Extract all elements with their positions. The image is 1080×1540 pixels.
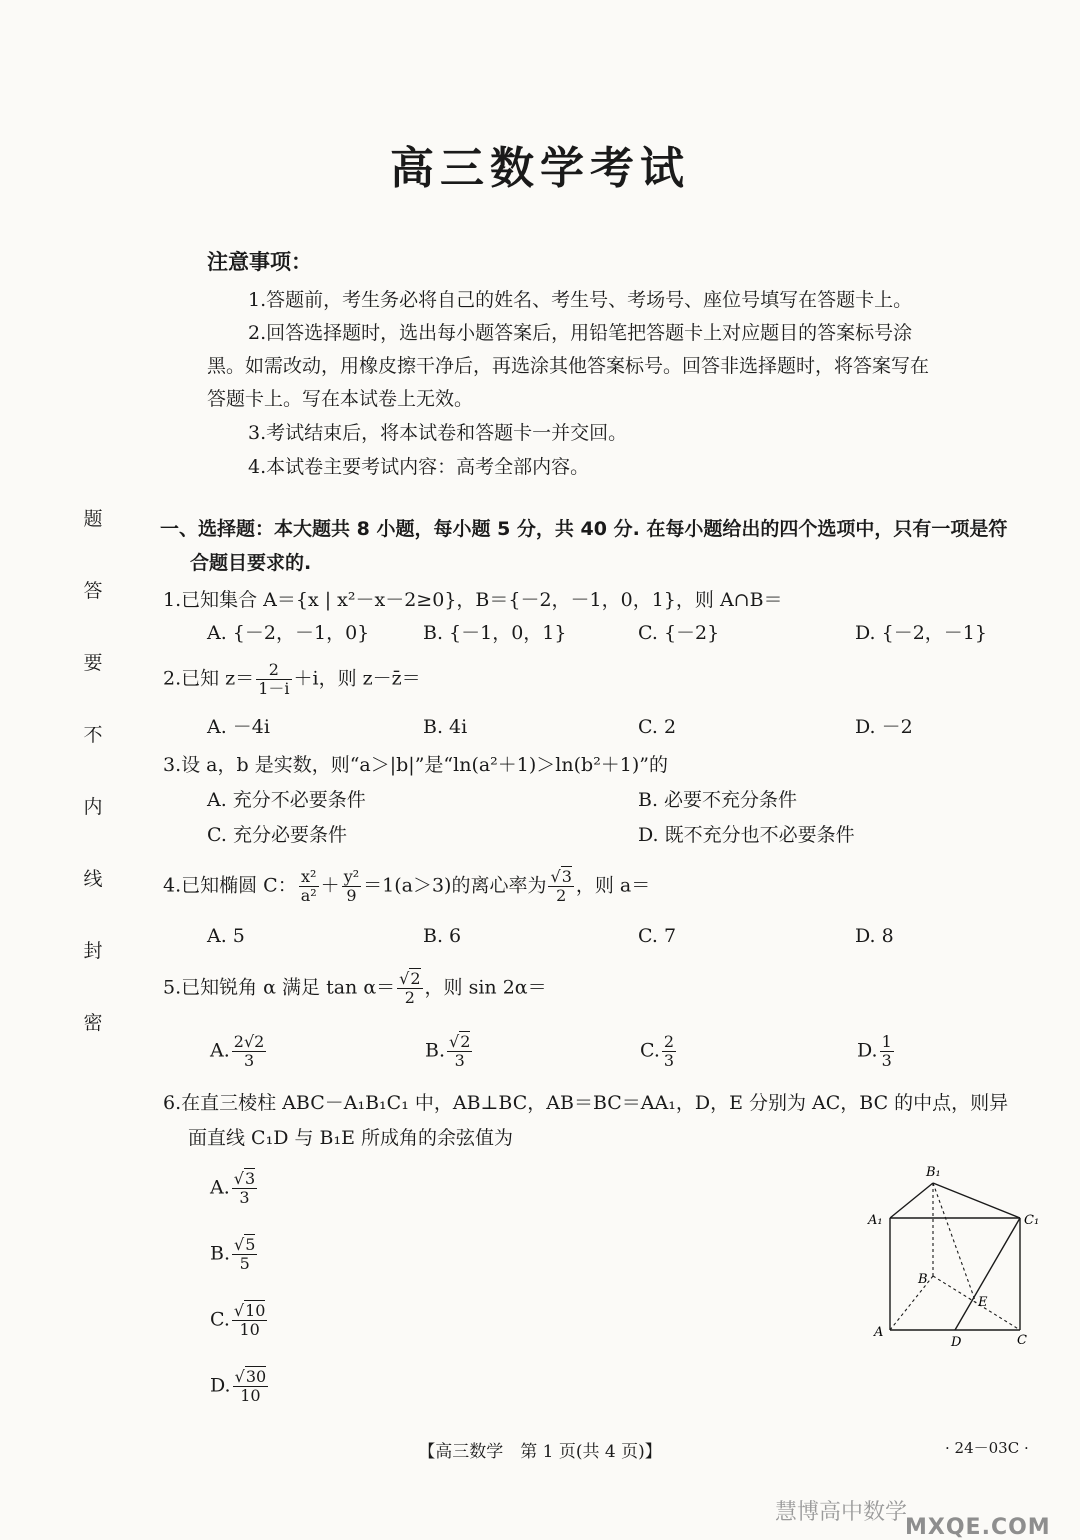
question-6-stem-line2: 面直线 C₁D 与 B₁E 所成角的余弦值为 bbox=[188, 1127, 513, 1149]
notice-item-1: 1.答题前，考生务必将自己的姓名、考生号、考场号、座位号填写在答题卡上。 bbox=[248, 289, 913, 311]
label-a: A bbox=[874, 1325, 884, 1340]
q2-option-b: B. 4i bbox=[423, 716, 468, 738]
prism-figure bbox=[860, 1158, 1060, 1353]
question-3-stem: 3.设 a，b 是实数，则“a＞|b|”是“ln(a²＋1)＞ln(b²＋1)”的 bbox=[163, 754, 669, 776]
seal-char: 内 bbox=[83, 796, 103, 818]
q5-d-frac bbox=[880, 1033, 894, 1070]
q1-option-d: D. {－2，－1} bbox=[855, 622, 987, 644]
q6-c-num: √10 bbox=[233, 1301, 266, 1320]
q2-option-c: C. 2 bbox=[638, 716, 677, 738]
q5-d-label: D. bbox=[857, 1039, 878, 1062]
q6-option-d bbox=[210, 1368, 270, 1405]
q6-c-frac bbox=[232, 1302, 268, 1339]
label-c1: C₁ bbox=[1024, 1213, 1040, 1228]
question-5-stem bbox=[163, 970, 547, 1007]
q5-c-frac bbox=[662, 1033, 676, 1070]
q6-a-frac bbox=[232, 1170, 257, 1207]
page-title: 高三数学考试 bbox=[390, 143, 690, 194]
q5-a-frac bbox=[232, 1033, 267, 1070]
q6-option-a bbox=[210, 1170, 259, 1207]
q2-post: ＋i，则 z－z̄＝ bbox=[293, 667, 421, 690]
watermark-text: 慧博高中数学 bbox=[775, 1500, 908, 1525]
q6-d-den: 10 bbox=[240, 1386, 261, 1405]
q5-b-label: B. bbox=[425, 1039, 446, 1062]
q6-a-den: 3 bbox=[239, 1188, 250, 1207]
q4-frac-y bbox=[342, 868, 361, 905]
q5-option-d bbox=[857, 1033, 896, 1070]
q4-option-d: D. 8 bbox=[855, 925, 894, 947]
q5-option-b bbox=[425, 1033, 474, 1070]
q2-den: 1－i bbox=[258, 679, 290, 698]
q5-b-num-rad: 2 bbox=[460, 1032, 471, 1051]
seal-char: 封 bbox=[83, 940, 103, 962]
q4-option-a: A. 5 bbox=[207, 925, 245, 947]
q3-option-c: C. 充分必要条件 bbox=[207, 824, 347, 846]
q6-d-num-rad: 30 bbox=[245, 1367, 267, 1386]
q3-option-d: D. 既不充分也不必要条件 bbox=[638, 824, 855, 846]
notice-item-3: 3.考试结束后，将本试卷和答题卡一并交回。 bbox=[248, 422, 628, 444]
label-b1: B₁ bbox=[926, 1165, 941, 1180]
q6-a-label: A. bbox=[210, 1176, 230, 1199]
q4-f1n: x² bbox=[299, 868, 319, 887]
q4-mid: ＝1(a＞3)的离心率为 bbox=[363, 874, 547, 897]
notice-item-2b: 黑。如需改动，用橡皮擦干净后，再选涂其他答案标号。回答非选择题时，将答案写在 bbox=[207, 355, 930, 377]
notice-item-4: 4.本试卷主要考试内容：高考全部内容。 bbox=[248, 456, 590, 478]
q6-d-frac bbox=[233, 1368, 269, 1405]
label-a1: A₁ bbox=[868, 1213, 883, 1228]
q6-c-num-rad: 10 bbox=[245, 1301, 266, 1320]
paper-code: · 24－03C · bbox=[945, 1439, 1029, 1457]
question-6-stem-line1: 6.在直三棱柱 ABC－A₁B₁C₁ 中，AB⊥BC，AB＝BC＝AA₁，D，E 分别为 AC，BC 的中点，则异 bbox=[163, 1092, 1009, 1114]
q4-f3n: √3 bbox=[550, 867, 572, 886]
question-4-stem bbox=[163, 868, 650, 905]
q4-f1d: a² bbox=[300, 886, 317, 905]
q3-option-a: A. 充分不必要条件 bbox=[207, 789, 366, 811]
q5-d-den: 3 bbox=[881, 1051, 892, 1070]
q1-option-a: A. {－2，－1，0} bbox=[207, 622, 370, 644]
q6-c-den: 10 bbox=[239, 1320, 260, 1339]
q1-option-c: C. {－2} bbox=[638, 622, 720, 644]
q2-option-a: A. －4i bbox=[207, 716, 270, 738]
q6-option-c bbox=[210, 1302, 269, 1339]
edge-bc bbox=[933, 1276, 1020, 1330]
q4-f3n-rad: 3 bbox=[561, 867, 572, 886]
q5-c-num: 2 bbox=[663, 1032, 675, 1051]
label-b: B bbox=[918, 1272, 928, 1287]
q6-a-num: √3 bbox=[233, 1169, 256, 1188]
segment-c1d bbox=[955, 1218, 1020, 1330]
q2-num: 2 bbox=[256, 661, 291, 680]
watermark-site: MXQE.COM bbox=[905, 1515, 1051, 1540]
q6-d-num: √30 bbox=[234, 1367, 267, 1386]
q6-a-num-rad: 3 bbox=[244, 1169, 256, 1188]
q4-frac-x bbox=[299, 868, 319, 905]
q5-c-label: C. bbox=[640, 1039, 660, 1062]
q4-option-b: B. 6 bbox=[423, 925, 462, 947]
q5-c-den: 3 bbox=[663, 1051, 675, 1070]
q5-fraction bbox=[397, 970, 422, 1007]
edge-a1b1 bbox=[890, 1183, 933, 1218]
q5-d-num: 1 bbox=[881, 1032, 892, 1051]
notice-heading: 注意事项： bbox=[207, 250, 312, 274]
q4-post: ，则 a＝ bbox=[575, 874, 651, 897]
q5-b-num: √2 bbox=[449, 1032, 471, 1051]
q4-option-c: C. 7 bbox=[638, 925, 677, 947]
q6-b-label: B. bbox=[210, 1242, 231, 1265]
q5-option-a bbox=[210, 1033, 268, 1070]
q4-plus: ＋ bbox=[320, 874, 340, 897]
q5-pre: 5.已知锐角 α 满足 tan α＝ bbox=[163, 976, 396, 999]
q6-b-num: √5 bbox=[234, 1235, 256, 1254]
q6-c-label: C. bbox=[210, 1308, 230, 1331]
q6-b-den: 5 bbox=[239, 1254, 250, 1273]
seal-char: 线 bbox=[83, 868, 103, 890]
q5-a-num: 2√2 bbox=[233, 1032, 265, 1051]
q5-fn-rad: 2 bbox=[410, 969, 421, 988]
section-heading-line2: 合题目要求的. bbox=[190, 552, 312, 574]
question-1-stem: 1.已知集合 A＝{x | x²－x－2≥0}，B＝{－2，－1，0，1}，则 A∩B＝ bbox=[163, 589, 783, 611]
seal-char: 答 bbox=[83, 580, 103, 602]
q4-f2n: y² bbox=[343, 867, 360, 886]
seal-line-text bbox=[78, 510, 108, 1086]
seal-char: 密 bbox=[83, 1012, 103, 1034]
q4-f2d: 9 bbox=[346, 886, 357, 905]
q4-pre: 4.已知椭圆 C： bbox=[163, 874, 297, 897]
page-footer: 【高三数学 第 1 页(共 4 页)】 bbox=[418, 1442, 662, 1462]
label-e: E bbox=[978, 1295, 988, 1310]
q5-a-den: 3 bbox=[243, 1051, 255, 1070]
q4-frac-e bbox=[548, 868, 573, 905]
edge-b1c1 bbox=[933, 1183, 1020, 1218]
q6-option-b bbox=[210, 1236, 259, 1273]
segment-b1e bbox=[933, 1183, 976, 1303]
seal-char: 要 bbox=[83, 652, 103, 674]
q2-fraction bbox=[256, 661, 291, 698]
q5-a-label: A. bbox=[210, 1039, 230, 1062]
question-2-stem bbox=[163, 661, 421, 698]
q5-fn: √2 bbox=[399, 969, 421, 988]
q2-pre: 2.已知 z＝ bbox=[163, 667, 255, 690]
seal-char: 不 bbox=[83, 724, 103, 746]
notice-item-2c: 答题卡上。写在本试卷上无效。 bbox=[207, 388, 474, 410]
q6-d-label: D. bbox=[210, 1374, 231, 1397]
q5-fd: 2 bbox=[404, 988, 415, 1007]
q2-option-d: D. －2 bbox=[855, 716, 913, 738]
q6-b-frac bbox=[232, 1236, 257, 1273]
q4-f3d: 2 bbox=[556, 886, 567, 905]
q3-option-b: B. 必要不充分条件 bbox=[638, 789, 798, 811]
q5-post: ，则 sin 2α＝ bbox=[424, 976, 547, 999]
notice-item-2a: 2.回答选择题时，选出每小题答案后，用铅笔把答题卡上对应题目的答案标号涂 bbox=[248, 322, 913, 344]
label-d: D bbox=[951, 1335, 962, 1350]
q5-b-frac bbox=[447, 1033, 472, 1070]
q5-option-c bbox=[640, 1033, 678, 1070]
label-c: C bbox=[1017, 1333, 1027, 1348]
q5-b-den: 3 bbox=[454, 1051, 465, 1070]
seal-char: 题 bbox=[83, 508, 103, 530]
section-heading-line1: 一、选择题：本大题共 8 小题，每小题 5 分，共 40 分. 在每小题给出的四个选项中，只有一项是符 bbox=[160, 518, 1008, 540]
q6-b-num-rad: 5 bbox=[245, 1235, 256, 1254]
q1-option-b: B. {－1，0，1} bbox=[423, 622, 567, 644]
